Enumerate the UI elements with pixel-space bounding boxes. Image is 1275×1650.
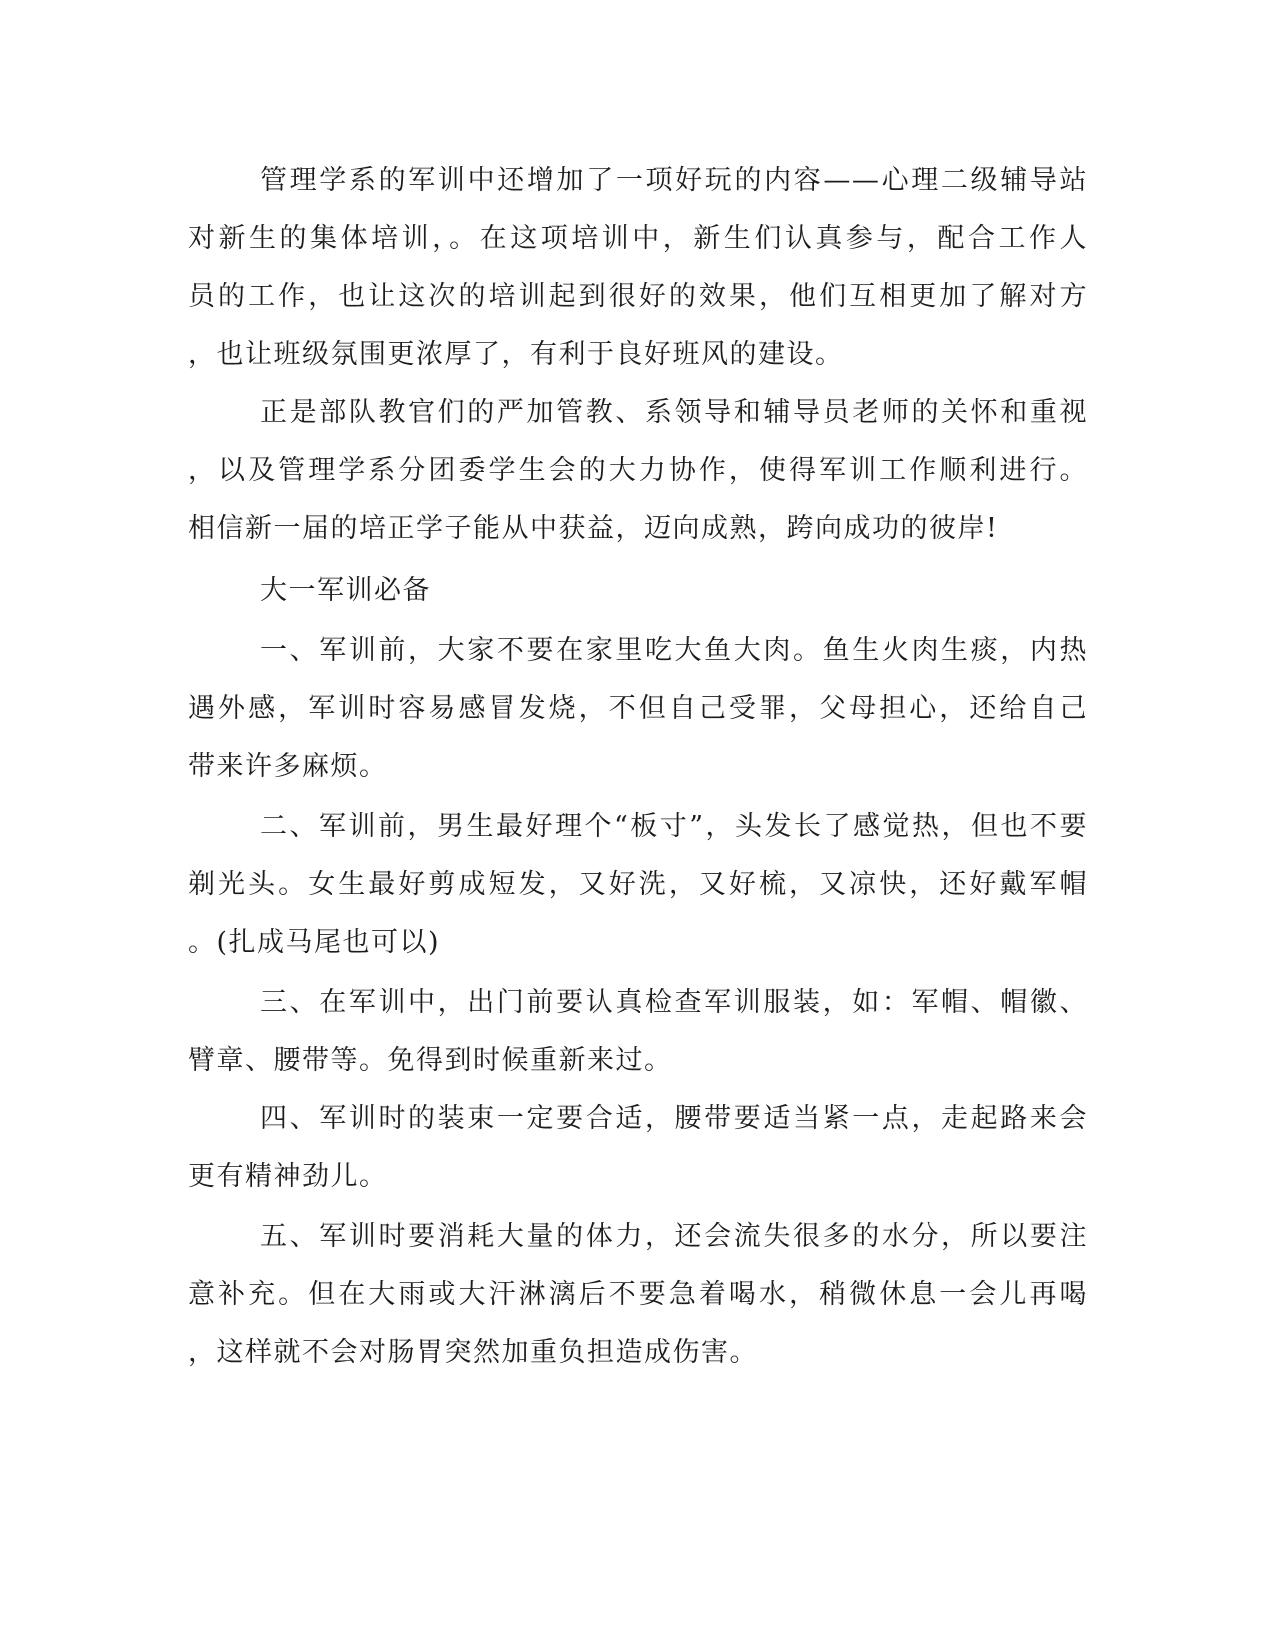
text-line: 三、在军训中，出门前要认真检查军训服装，如：军帽、帽徽、 bbox=[260, 987, 1088, 1018]
text-line: 一、军训前，大家不要在家里吃大鱼大肉。鱼生火肉生痰，内热 bbox=[260, 635, 1088, 666]
text-line: ，这样就不会对肠胃突然加重负担造成伤害。 bbox=[188, 1337, 758, 1368]
text-line: 四、军训时的装束一定要合适，腰带要适当紧一点，走起路来会 bbox=[260, 1103, 1088, 1134]
text-line: 带来许多麻烦。 bbox=[188, 751, 388, 782]
section-heading: 大一军训必备 bbox=[260, 575, 431, 606]
text-line: 剃光头。女生最好剪成短发，又好洗，又好梳，又凉快，还好戴军帽 bbox=[188, 869, 1088, 900]
text-line: 臂章、腰带等。免得到时候重新来过。 bbox=[188, 1045, 673, 1076]
text-line: 管理学系的军训中还增加了一项好玩的内容——心理二级辅导站 bbox=[260, 165, 1088, 196]
text-line: 正是部队教官们的严加管教、系领导和辅导员老师的关怀和重视 bbox=[260, 397, 1088, 428]
text-line: 员的工作，也让这次的培训起到很好的效果，他们互相更加了解对方 bbox=[188, 281, 1088, 312]
text-line: 意补充。但在大雨或大汗淋漓后不要急着喝水，稍微休息一会儿再喝 bbox=[188, 1279, 1088, 1310]
text-line: 对新生的集体培训，。在这项培训中，新生们认真参与，配合工作人 bbox=[188, 223, 1088, 254]
text-line: 遇外感，军训时容易感冒发烧，不但自己受罪，父母担心，还给自己 bbox=[188, 693, 1088, 724]
text-line: 相信新一届的培正学子能从中获益，迈向成熟，跨向成功的彼岸! bbox=[188, 513, 999, 544]
text-line: ，以及管理学系分团委学生会的大力协作，使得军训工作顺利进行。 bbox=[188, 455, 1088, 486]
text-line: 。(扎成马尾也可以) bbox=[188, 927, 441, 958]
text-line: 更有精神劲儿。 bbox=[188, 1161, 388, 1192]
text-line: ，也让班级氛围更浓厚了，有利于良好班风的建设。 bbox=[188, 339, 844, 370]
text-line: 二、军训前，男生最好理个“板寸”，头发长了感觉热，但也不要 bbox=[260, 811, 1088, 842]
text-line: 五、军训时要消耗大量的体力，还会流失很多的水分，所以要注 bbox=[260, 1221, 1088, 1252]
